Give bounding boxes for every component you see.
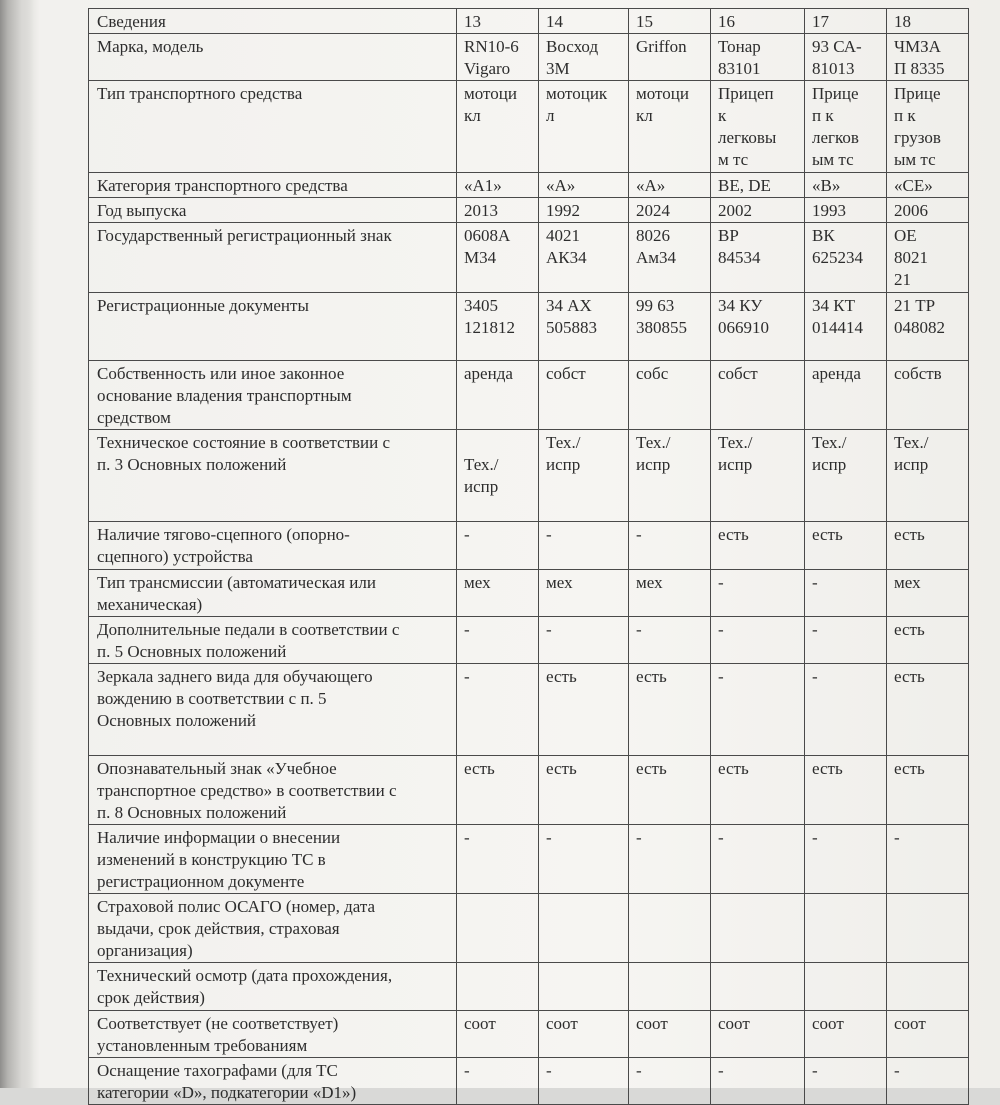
row-value: - (457, 522, 539, 570)
row-value: Прице п к легков ым тс (805, 81, 887, 173)
row-value: соот (805, 1011, 887, 1058)
row-value: есть (805, 522, 887, 570)
row-value: - (629, 825, 711, 894)
table-row (89, 223, 969, 293)
header-col: 16 (711, 9, 805, 34)
row-value: RN10-6 Vigaro (457, 34, 539, 81)
row-value: мех (539, 570, 629, 617)
row-label: Тип транспортного средства (89, 81, 457, 173)
row-value: 21 ТР 048082 (887, 293, 969, 361)
row-value: - (805, 617, 887, 664)
row-value (887, 963, 969, 1011)
row-value: есть (887, 522, 969, 570)
table-row (89, 198, 969, 223)
row-value: - (887, 1058, 969, 1105)
table-row (89, 664, 969, 756)
row-value: собст (539, 361, 629, 430)
table-row (89, 81, 969, 173)
row-label: Регистрационные документы (89, 293, 457, 361)
row-label: Категория транспортного средства (89, 173, 457, 198)
row-value: 1992 (539, 198, 629, 223)
row-value: есть (805, 756, 887, 825)
row-value: - (539, 1058, 629, 1105)
row-value (629, 894, 711, 963)
row-value: Тех./ испр (457, 430, 539, 522)
row-value: 2024 (629, 198, 711, 223)
row-value: «А» (539, 173, 629, 198)
row-value: - (457, 1058, 539, 1105)
row-value: есть (539, 756, 629, 825)
table-row (89, 430, 969, 522)
row-label: Тип трансмиссии (автоматическая или механическая) (89, 570, 457, 617)
row-value: соот (711, 1011, 805, 1058)
row-label: Оснащение тахографами (для ТС категории «D», подкатегории «D1») (89, 1058, 457, 1105)
row-value: ВК 625234 (805, 223, 887, 293)
row-value: Тех./ испр (887, 430, 969, 522)
row-value: Восход 3М (539, 34, 629, 81)
row-value: - (711, 570, 805, 617)
row-value: мех (887, 570, 969, 617)
row-value: 4021 АК34 (539, 223, 629, 293)
row-label: Технический осмотр (дата прохождения, срок действия) (89, 963, 457, 1011)
row-value: 0608А М34 (457, 223, 539, 293)
row-label: Год выпуска (89, 198, 457, 223)
row-value: есть (887, 664, 969, 756)
table-row (89, 894, 969, 963)
row-value: аренда (457, 361, 539, 430)
row-value: - (805, 664, 887, 756)
row-value: Тонар 83101 (711, 34, 805, 81)
table-row (89, 173, 969, 198)
row-label: Государственный регистрационный знак (89, 223, 457, 293)
row-value: мотоци кл (457, 81, 539, 173)
row-value (711, 963, 805, 1011)
row-value: 2006 (887, 198, 969, 223)
row-value: мотоци кл (629, 81, 711, 173)
row-value (805, 894, 887, 963)
row-value (539, 963, 629, 1011)
table-row (89, 617, 969, 664)
row-label: Марка, модель (89, 34, 457, 81)
row-value: 1993 (805, 198, 887, 223)
row-value: - (711, 617, 805, 664)
header-col: 15 (629, 9, 711, 34)
row-value (887, 894, 969, 963)
row-value: мех (629, 570, 711, 617)
row-label: Соответствует (не соответствует) установленным требованиям (89, 1011, 457, 1058)
row-value: «А» (629, 173, 711, 198)
table-row (89, 34, 969, 81)
row-value: 34 КТ 014414 (805, 293, 887, 361)
row-value: ВЕ, DE (711, 173, 805, 198)
row-value: Прицеп к легковы м тс (711, 81, 805, 173)
header-col: 14 (539, 9, 629, 34)
row-value: - (805, 825, 887, 894)
row-value: соот (457, 1011, 539, 1058)
row-value: - (457, 664, 539, 756)
row-value (711, 894, 805, 963)
vehicle-info-table (88, 8, 969, 1105)
table-row (89, 522, 969, 570)
row-value: 34 АХ 505883 (539, 293, 629, 361)
row-value: соот (887, 1011, 969, 1058)
row-value: 8026 Ам34 (629, 223, 711, 293)
row-label: Дополнительные педали в соответствии с п. 5 Основных положений (89, 617, 457, 664)
row-value: - (711, 1058, 805, 1105)
table-row (89, 1011, 969, 1058)
row-value: - (539, 522, 629, 570)
row-value (457, 963, 539, 1011)
row-value: «В» (805, 173, 887, 198)
table-row (89, 570, 969, 617)
row-value (539, 894, 629, 963)
row-value: - (887, 825, 969, 894)
row-value: мех (457, 570, 539, 617)
row-value: ЧМЗА П 8335 (887, 34, 969, 81)
row-value: Прице п к грузов ым тс (887, 81, 969, 173)
row-value: Тех./ испр (629, 430, 711, 522)
row-value: - (629, 1058, 711, 1105)
row-value: Тех./ испр (539, 430, 629, 522)
header-col: 13 (457, 9, 539, 34)
row-value: есть (539, 664, 629, 756)
row-value: - (711, 825, 805, 894)
row-value: - (805, 570, 887, 617)
row-value: 34 КУ 066910 (711, 293, 805, 361)
row-value (457, 894, 539, 963)
row-value: есть (711, 756, 805, 825)
page-edge-shadow (0, 0, 34, 1088)
row-value: - (629, 617, 711, 664)
row-value: 2002 (711, 198, 805, 223)
row-label: Техническое состояние в соответствии с п. 3 Основных положений (89, 430, 457, 522)
row-value (805, 963, 887, 1011)
table-row (89, 825, 969, 894)
header-col: 17 (805, 9, 887, 34)
row-value: «СЕ» (887, 173, 969, 198)
row-value (629, 963, 711, 1011)
row-value: есть (629, 756, 711, 825)
row-value: соот (629, 1011, 711, 1058)
row-value: Griffon (629, 34, 711, 81)
row-label: Собственность или иное законное основание владения транспортным средством (89, 361, 457, 430)
row-value: ОЕ 8021 21 (887, 223, 969, 293)
table-row (89, 963, 969, 1011)
row-value: - (457, 825, 539, 894)
vehicle-info-table-wrapper (88, 8, 968, 1105)
row-value: - (539, 617, 629, 664)
table-header-row (89, 9, 969, 34)
row-value: соот (539, 1011, 629, 1058)
row-value: 2013 (457, 198, 539, 223)
row-value: «А1» (457, 173, 539, 198)
row-value: ВР 84534 (711, 223, 805, 293)
row-value: - (805, 1058, 887, 1105)
table-row (89, 1058, 969, 1105)
row-value: 93 СА- 81013 (805, 34, 887, 81)
table-body (89, 34, 969, 1105)
row-value: Тех./ испр (711, 430, 805, 522)
row-label: Страховой полис ОСАГО (номер, дата выдачи, срок действия, страховая организация) (89, 894, 457, 963)
row-value: 99 63 380855 (629, 293, 711, 361)
row-value: есть (887, 617, 969, 664)
row-value: - (711, 664, 805, 756)
row-value: - (457, 617, 539, 664)
row-value: собст (711, 361, 805, 430)
header-col: 18 (887, 9, 969, 34)
row-value: собс (629, 361, 711, 430)
row-label: Опознавательный знак «Учебное транспортное средство» в соответствии с п. 8 Основных положений (89, 756, 457, 825)
row-value: есть (711, 522, 805, 570)
row-value: мотоцик л (539, 81, 629, 173)
row-value: есть (629, 664, 711, 756)
row-value: есть (457, 756, 539, 825)
table-row (89, 756, 969, 825)
row-label: Наличие тягово-сцепного (опорно- сцепного) устройства (89, 522, 457, 570)
table-row (89, 293, 969, 361)
row-value: 3405 121812 (457, 293, 539, 361)
row-value: Тех./ испр (805, 430, 887, 522)
table-row (89, 361, 969, 430)
row-label: Зеркала заднего вида для обучающего вождению в соответствии с п. 5 Основных положений (89, 664, 457, 756)
header-label: Сведения (89, 9, 457, 34)
row-value: аренда (805, 361, 887, 430)
row-value: - (539, 825, 629, 894)
row-label: Наличие информации о внесении изменений в конструкцию ТС в регистрационном документе (89, 825, 457, 894)
row-value: собств (887, 361, 969, 430)
row-value: - (629, 522, 711, 570)
row-value: есть (887, 756, 969, 825)
